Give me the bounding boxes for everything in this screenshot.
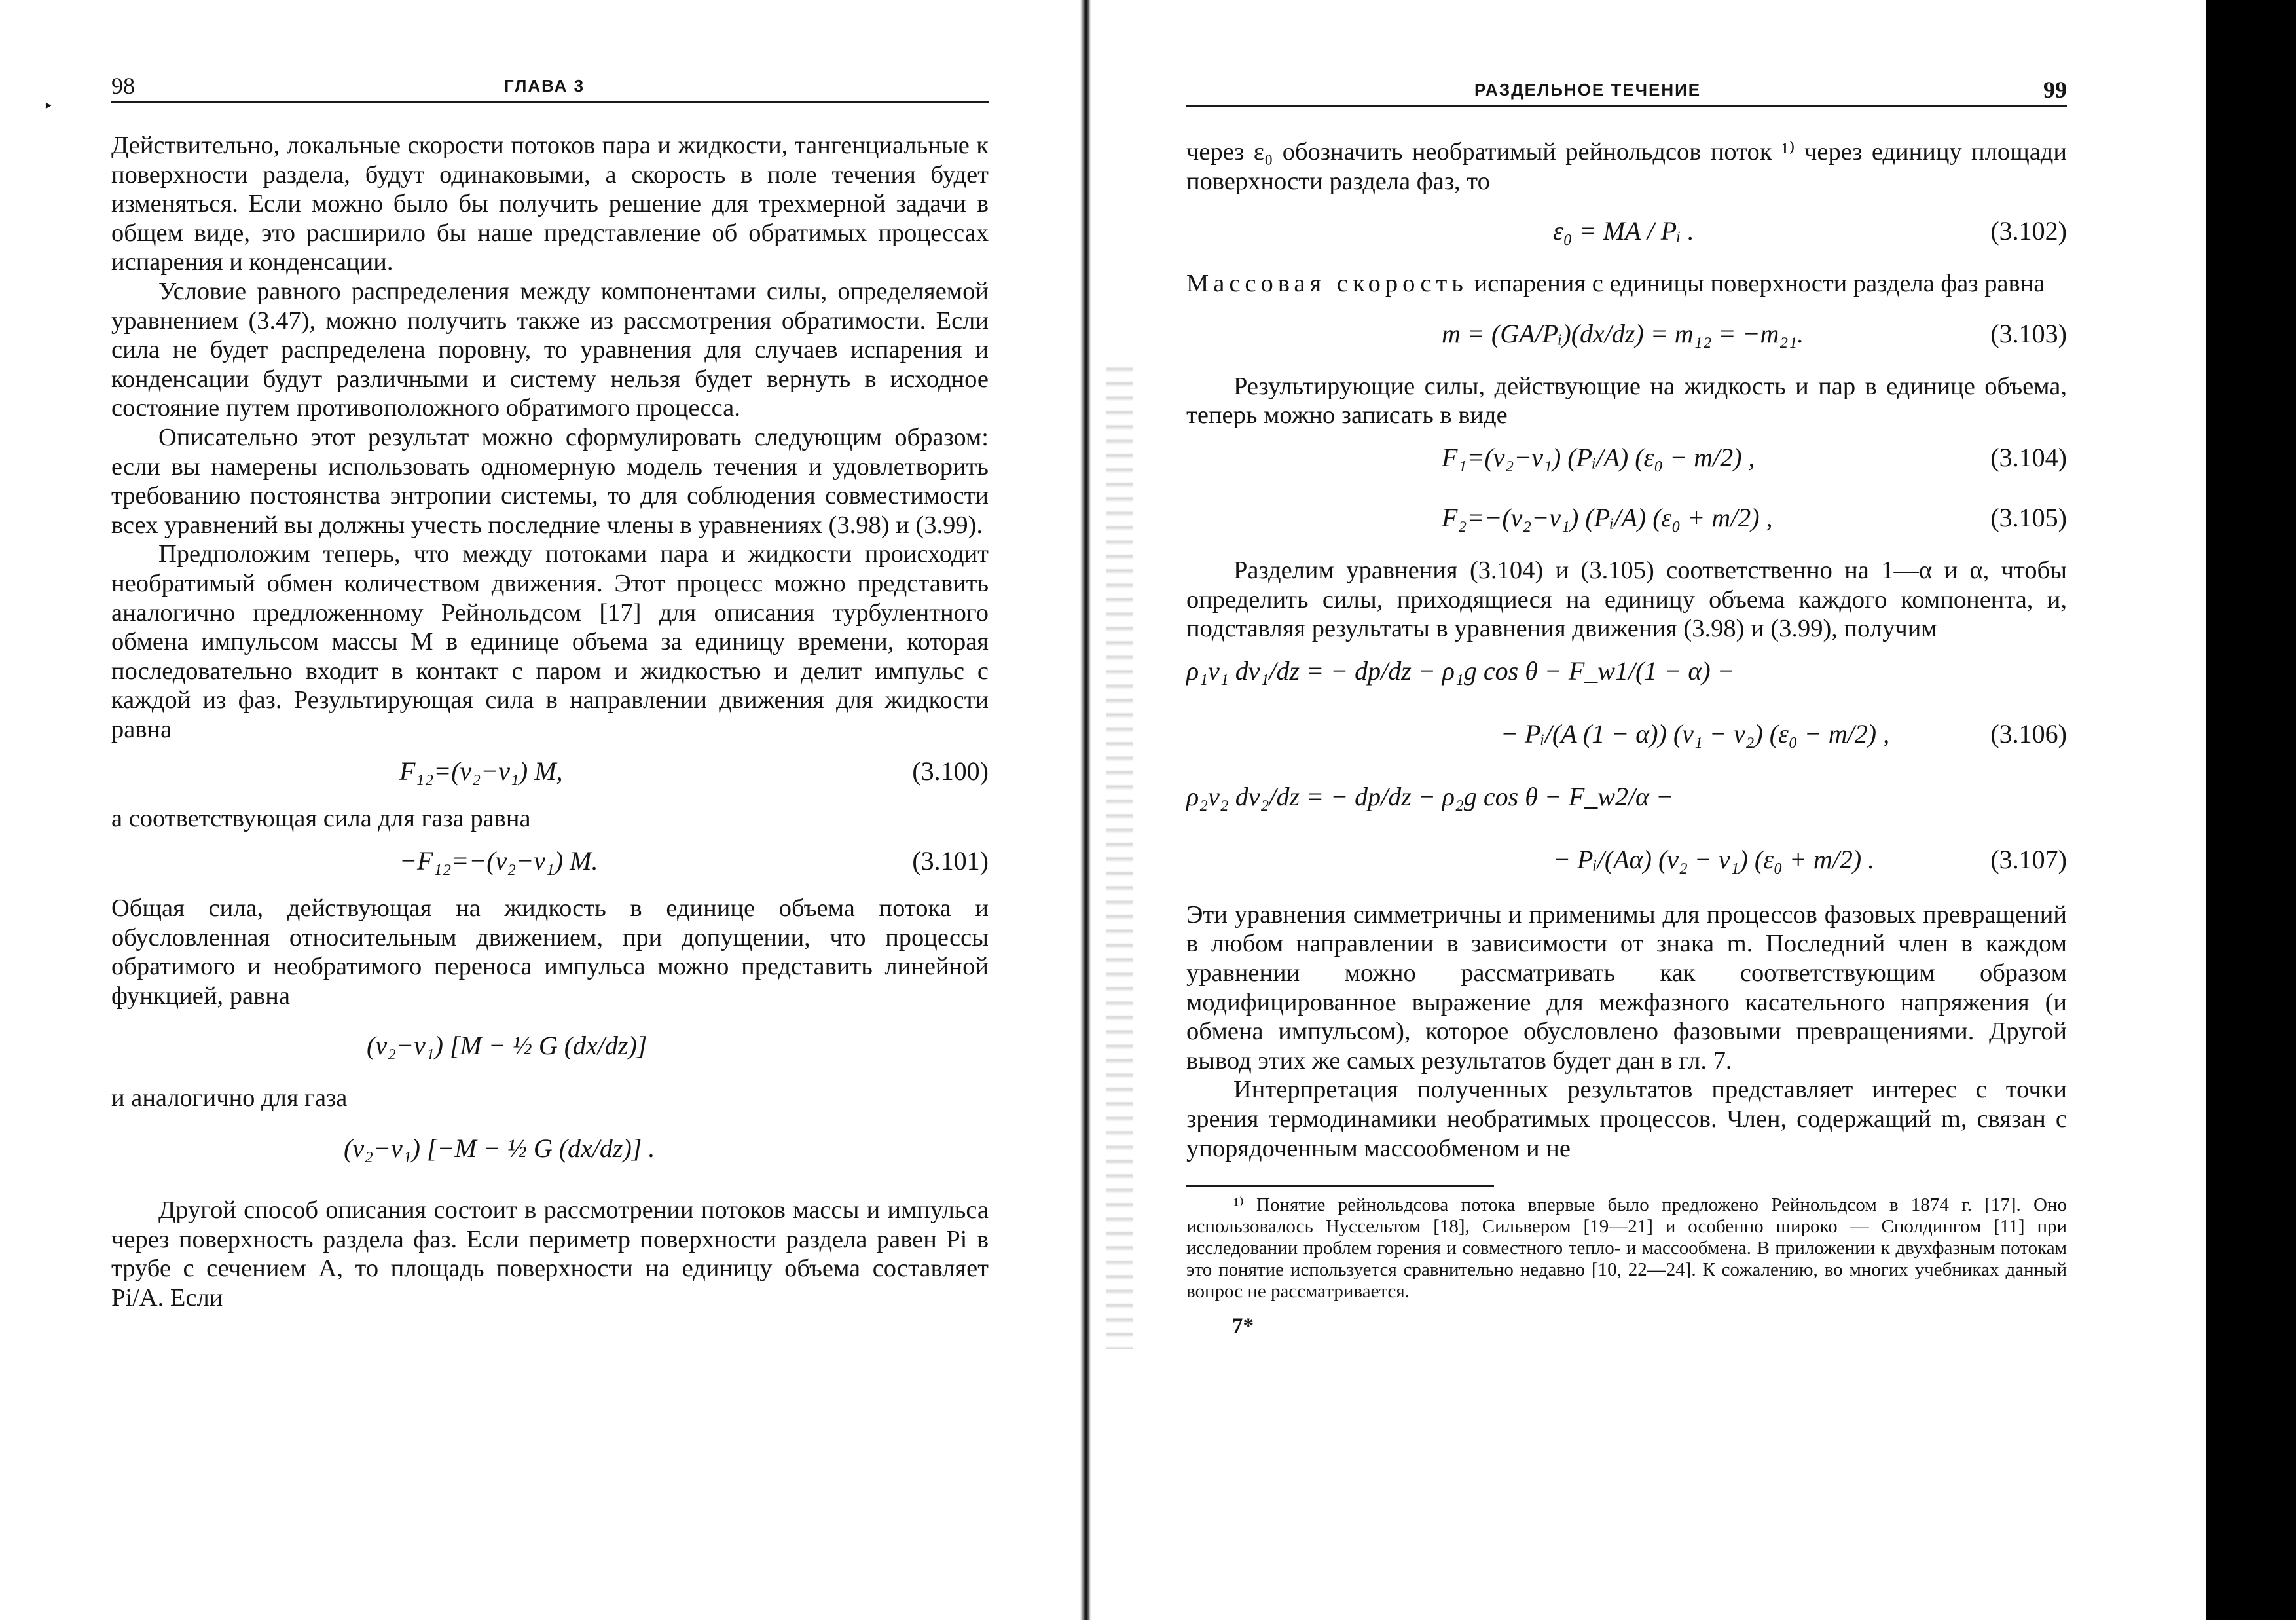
equation-body: F₁₂=(v₂−v₁) M, <box>399 756 563 786</box>
equation-body: ε₀ = MA / Pᵢ . <box>1553 216 1694 246</box>
paragraph <box>1186 269 2067 299</box>
margin-mark: ‣ <box>43 97 54 117</box>
paragraph: Предположим теперь, что между потоками пара и жидкости происходит необратимый обмен количеством движения. Этот процесс можно представить аналогично предложенному Рейнольдсом [17] для описания турбулентного обмена импульсом массы M в единице объема за единицу времени, которая последовательно входит в контакт с паром и жидкостью и делит импульс с каждой из фаз. Результирующая сила в направлении движения для жидкости равна <box>111 540 989 743</box>
equation-3-106-line-1 <box>1186 644 2067 707</box>
paragraph: а соответствующая сила для газа равна <box>111 805 531 833</box>
left-page-header <box>111 68 989 103</box>
right-text-column <box>1186 138 2067 1338</box>
equation-body: m = (GA/Pᵢ)(dx/dz) = m₁₂ = −m₂₁. <box>1442 318 1804 348</box>
paragraph: Условие равного распределения между компонентами силы, определяемой уравнением (3.47), можно получить также из рассмотрения обратимости. Если сила не будет распределена поровну, то уравнения для случаев испарения и конденсации будут различными и систему нельзя будет вернуть в исходное состояние путем противоположного обратимого процесса. <box>111 277 989 422</box>
equation-3-100 <box>111 744 989 804</box>
equation-force-gas <box>111 1113 989 1187</box>
paragraph: Действительно, локальные скорости потоков пара и жидкости, тангенциальные к поверхности раздела, будут одинаковыми, а скорость в поле течения будет изменяться. Если можно было бы получить решение для трехмерной задачи в общем виде, это расширило бы наше представление об обратимых процессах испарения и конденсации. <box>111 132 989 276</box>
footnote-rule <box>1186 1185 1494 1187</box>
equation-3-106-line-2 <box>1186 707 2067 769</box>
equation-3-101 <box>111 834 989 894</box>
equation-body: F₁=(v₂−v₁) (Pᵢ/A) (ε₀ − m/2) , <box>1442 442 1755 472</box>
equation-body: − Pᵢ/(Aα) (v₂ − v₁) (ε₀ + m/2) . <box>1553 844 1875 874</box>
equation-label: (3.101) <box>912 846 989 876</box>
right-page-header <box>1186 72 2067 107</box>
equation-force-liquid <box>111 1010 989 1084</box>
equation-label: (3.106) <box>1990 718 2067 748</box>
left-text-column <box>111 131 989 1312</box>
equation-label: (3.102) <box>1990 216 2067 246</box>
equation-3-107-line-2 <box>1186 832 2067 895</box>
paragraph: через ε₀ обозначить необратимый рейнольдсов поток ¹⁾ через единицу площади поверхности раздела фаз, то <box>1186 138 2067 195</box>
equation-body: −F₁₂=−(v₂−v₁) M. <box>399 846 598 876</box>
paragraph-text: испарения с единицы поверхности раздела фаз равна <box>1467 270 2045 298</box>
left-page-number: 98 <box>111 73 135 99</box>
footnote: ¹⁾ Понятие рейнольдсова потока впервые было предложено Рейнольдсом в 1874 г. [17]. Оно использовалось Нуссельтом [18], Сильвером [19—21] и особенно широко — Сполдингом [11] при исследовании проблем горения и совместного тепло- и массообмена. В приложении к двухфазным потокам это понятие используется сравнительно недавно [10, 22—24]. К сожалению, во многих учебниках данный вопрос не рассматривается. <box>1186 1194 2067 1302</box>
equation-body: (v₂−v₁) [M − ½ G (dx/dz)] <box>367 1031 647 1061</box>
right-page-number: 99 <box>2043 77 2067 103</box>
paragraph: и аналогично для газа <box>111 1084 348 1113</box>
paragraph: Общая сила, действующая на жидкость в единице объема потока и обусловленная относительным движением, при допущении, что процессы обратимого и необратимого переноса импульса можно представить линейной функцией, равна <box>111 894 989 1010</box>
equation-3-102 <box>1186 196 2067 269</box>
signature-mark: 7* <box>1232 1314 1254 1338</box>
right-page <box>1074 0 2206 1620</box>
equation-label: (3.104) <box>1990 442 2067 472</box>
right-running-head: РАЗДЕЛЬНОЕ ТЕЧЕНИЕ <box>1474 80 1702 100</box>
equation-3-105 <box>1186 490 2067 551</box>
left-running-head: ГЛАВА 3 <box>504 76 585 96</box>
equation-3-104 <box>1186 430 2067 490</box>
equation-label: (3.103) <box>1990 318 2067 348</box>
paragraph: Разделим уравнения (3.104) и (3.105) соответственно на 1—α и α, чтобы определить силы, приходящиеся на единицу объема каждого компонента, и, подставляя результаты в уравнения движения (3.98) и (3.99), получим <box>1186 556 2067 643</box>
spaced-term: Массовая скорость <box>1186 270 1468 298</box>
equation-body: ρ₁v₁ dv₁/dz = − dp/dz − ρ₁g cos θ − F_w1/(1 − α) − <box>1186 655 1735 686</box>
equation-label: (3.105) <box>1990 502 2067 532</box>
equation-body: ρ₂v₂ dv₂/dz = − dp/dz − ρ₂g cos θ − F_w2/α − <box>1186 781 1674 811</box>
paragraph: Интерпретация полученных результатов представляет интерес с точки зрения термодинамики необратимых процессов. Член, содержащий m, связан с упорядоченным массообменом и не <box>1186 1076 2067 1162</box>
scan-dark-edge <box>2206 0 2296 1620</box>
equation-3-107-line-1 <box>1186 769 2067 832</box>
left-page <box>0 0 1074 1620</box>
paragraph: Описательно этот результат можно сформулировать следующим образом: если вы намерены использовать одномерную модель течения и удовлетворить требованию постоянства энтропии системы, то для соблюдения совместимости всех уравнений вы должны учесть последние члены в уравнениях (3.98) и (3.99). <box>111 423 989 539</box>
equation-3-103 <box>1186 299 2067 372</box>
equation-body: − Pᵢ/(A (1 − α)) (v₁ − v₂) (ε₀ − m/2) , <box>1501 718 1890 748</box>
paragraph: Эти уравнения симметричны и применимы для процессов фазовых превращений в любом направлении в зависимости от знака m. Последний член в каждом уравнении можно рассматривать как соответствующим образом модифицированное выражение для межфазного касательного напряжения (и обмена импульсом), которое обусловлено фазовыми превращениями. Другой вывод этих же самых результатов будет дан в гл. 7. <box>1186 900 2067 1075</box>
equation-body: (v₂−v₁) [−M − ½ G (dx/dz)] . <box>344 1133 655 1164</box>
paragraph: Другой способ описания состоит в рассмотрении потоков массы и импульса через поверхность раздела фаз. Если периметр поверхности раздела равен Pi в трубе с сечением A, то площадь поверхности на единицу объема составляет Pi/A. Если <box>111 1196 989 1312</box>
paragraph: Результирующие силы, действующие на жидкость и пар в единице объема, теперь можно записать в виде <box>1186 372 2067 430</box>
equation-label: (3.107) <box>1990 844 2067 874</box>
equation-label: (3.100) <box>912 756 989 786</box>
equation-body: F₂=−(v₂−v₁) (Pᵢ/A) (ε₀ + m/2) , <box>1442 502 1773 532</box>
